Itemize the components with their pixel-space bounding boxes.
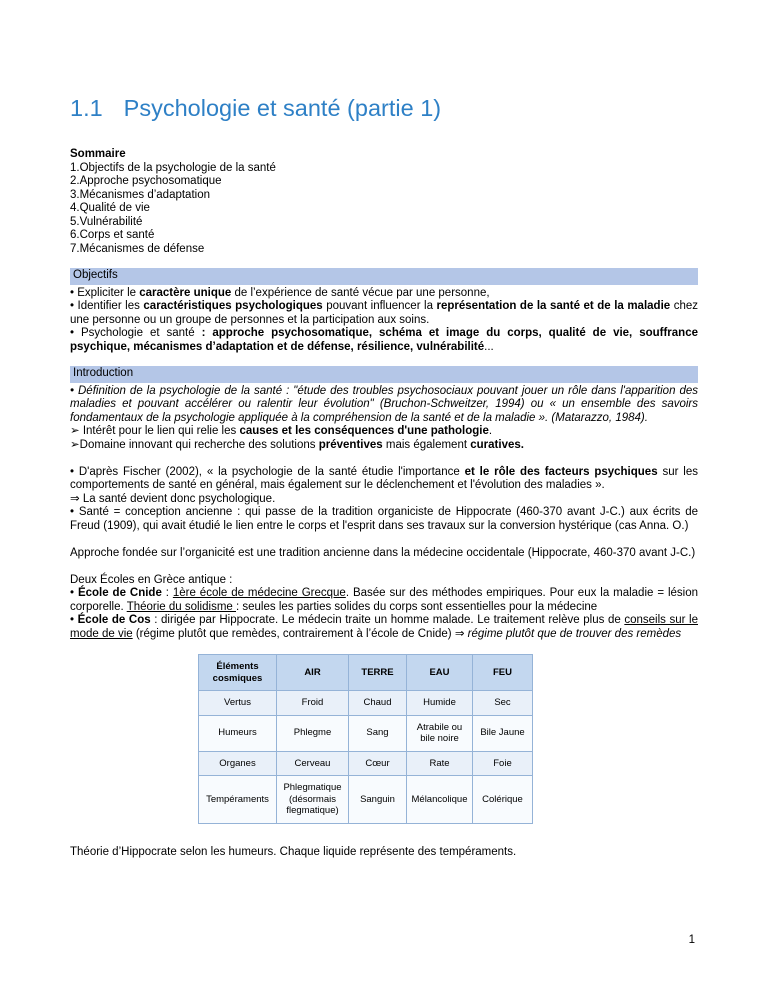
table-cell: Humide	[407, 691, 473, 716]
table-cell: Mélancolique	[407, 776, 473, 824]
humors-table	[198, 654, 533, 824]
table-cell: Phlegme	[277, 715, 349, 751]
text-run: École de Cos	[77, 614, 151, 626]
text-run: sur les comportements de santé en général, mais également sur le déclenchement et l'évolution des maladies ».	[70, 465, 698, 491]
sommaire-list	[70, 162, 698, 257]
text-run: École de Cnide	[77, 587, 162, 599]
objectifs-heading: Objectifs	[70, 268, 698, 285]
text-run: ⇒ La santé devient donc psychologique.	[70, 492, 276, 505]
sommaire-item: 6.Corps et santé	[70, 229, 155, 241]
paragraph	[70, 287, 698, 301]
table-cell: Cerveau	[277, 751, 349, 776]
paragraph	[70, 574, 698, 588]
text-run: Théorie du solidisme	[126, 600, 236, 613]
text-run: • D'après Fischer (2002), « la psychologie de la santé étudie l'importance	[70, 465, 465, 478]
text-run: • Psychologie et santé	[70, 327, 202, 339]
sommaire-section	[70, 148, 698, 256]
text-run: de l’expérience de santé vécue par une personne,	[231, 286, 490, 299]
blank-line	[70, 452, 698, 466]
text-run: Approche fondée sur l’organicité est une tradition ancienne dans la médecine occidentale (Hippocrate, 460-370 avant J-C.)	[70, 546, 696, 559]
table-header-cell: TERRE	[349, 655, 407, 691]
sommaire-item: 7.Mécanismes de défense	[70, 242, 205, 255]
introduction-heading: Introduction	[70, 366, 698, 383]
table-cell: Humeurs	[199, 715, 277, 751]
table-row	[199, 776, 533, 824]
text-run: caractère unique	[139, 286, 232, 299]
table-row	[199, 715, 533, 751]
text-run: et le rôle des facteurs psychiques	[464, 465, 658, 478]
text-run: préventives	[318, 438, 383, 451]
text-run: ➢Domaine innovant qui recherche des solutions	[70, 438, 319, 451]
title-text: Psychologie et santé (partie 1)	[123, 95, 442, 121]
table-cell: Sang	[349, 715, 407, 751]
table-cell: Froid	[277, 691, 349, 716]
text-run: (régime plutôt que remèdes, contrairement à l’école de Cnide) ⇒	[132, 627, 468, 640]
table-cell: Sec	[473, 691, 533, 716]
table-header-cell: AIR	[277, 655, 349, 691]
text-run: causes et les conséquences d'une pathologie	[239, 425, 489, 437]
text-run: conseils sur le mode de vie	[70, 614, 698, 640]
text-run: •	[70, 587, 78, 599]
text-run: • Santé = conception ancienne : qui passe de la tradition organiciste de Hippocrate (460-370 avant J-C.) aux écrits de Freud (1909), qui avait étudié le lien entre le corps et l'esprit dans ses travaux sur la conversion hystérique (cas Anna. O.)	[70, 506, 698, 532]
objectifs-body	[70, 287, 698, 355]
text-run: :	[161, 587, 173, 599]
sommaire-item: 4.Qualité de vie	[70, 202, 150, 214]
table-header-cell: Éléments cosmiques	[199, 655, 277, 691]
text-run: 1ère école de médecine Grecque	[172, 587, 346, 599]
text-run: : dirigée par Hippocrate. Le médecin traite un homme malade. Le traitement relève plus de	[150, 614, 625, 626]
paragraph	[70, 327, 698, 354]
table-cell: Atrabile ou bile noire	[407, 715, 473, 751]
text-run: : seules les parties solides du corps sont essentielles pour la médecine	[236, 600, 598, 613]
introduction-body	[70, 385, 698, 642]
table-header-row	[199, 655, 533, 691]
table-cell: Chaud	[349, 691, 407, 716]
text-run: curatives.	[470, 438, 524, 451]
table-row	[199, 691, 533, 716]
text-run: • Identifier les	[70, 300, 144, 312]
text-run: ...	[484, 340, 494, 353]
table-row	[199, 751, 533, 776]
page-number: 1	[688, 933, 695, 946]
table-cell: Rate	[407, 751, 473, 776]
text-run: : approche psychosomatique, schéma et image du corps, qualité de vie, souffrance psychique, mécanismes d’adaptation et de défense, résilience, vulnérabilité	[70, 327, 698, 353]
text-run: ➢ Intérêt pour le lien qui relie les	[70, 425, 240, 437]
text-run: Deux Écoles en Grèce antique :	[70, 573, 233, 586]
text-run: •	[70, 614, 78, 626]
text-run: mais également	[382, 438, 471, 451]
text-run: . Basée sur des méthodes empiriques. Pour eux la maladie = lésion corporelle.	[70, 587, 698, 613]
paragraph	[70, 425, 698, 439]
title-number: 1.1	[70, 95, 103, 121]
table-cell: Foie	[473, 751, 533, 776]
table-cell: Organes	[199, 751, 277, 776]
text-run: .	[488, 425, 493, 437]
paragraph	[70, 506, 698, 533]
sommaire-item: 3.Mécanismes d’adaptation	[70, 188, 210, 201]
page-title	[70, 94, 698, 122]
sommaire-item: 2.Approche psychosomatique	[70, 175, 222, 187]
sommaire-item: 5.Vulnérabilité	[70, 215, 143, 228]
paragraph	[70, 300, 698, 327]
paragraph	[70, 493, 698, 507]
text-run: • Expliciter le	[70, 286, 140, 299]
blank-line	[70, 560, 698, 574]
text-run: caractéristiques psychologiques	[143, 300, 323, 312]
text-run: régime plutôt que de trouver des remèdes	[467, 627, 682, 640]
humors-table-wrap	[198, 654, 698, 824]
sommaire-item: 1.Objectifs de la psychologie de la santé	[70, 161, 276, 174]
table-cell: Vertus	[199, 691, 277, 716]
sommaire-heading: Sommaire	[70, 148, 126, 160]
paragraph	[70, 385, 698, 426]
table-cell: Cœur	[349, 751, 407, 776]
table-cell: Bile Jaune	[473, 715, 533, 751]
paragraph	[70, 587, 698, 614]
paragraph	[70, 547, 698, 561]
paragraph	[70, 614, 698, 641]
table-cell: Phlegmatique (désormais flegmatique)	[277, 776, 349, 824]
blank-line	[70, 533, 698, 547]
table-header-cell: FEU	[473, 655, 533, 691]
table-caption: Théorie d’Hippocrate selon les humeurs. Chaque liquide représente des tempéraments.	[70, 845, 517, 858]
paragraph	[70, 439, 698, 453]
text-run: pouvant influencer la	[322, 300, 437, 312]
text-run: chez une personne ou un groupe de personnes et la participation aux soins.	[70, 300, 698, 326]
paragraph	[70, 466, 698, 493]
table-cell: Colérique	[473, 776, 533, 824]
table-cell: Sanguin	[349, 776, 407, 824]
text-run: • Définition de la psychologie de la santé : "étude des troubles psychosociaux pouvant jouer un rôle dans l'apparition des maladies et pouvant accélérer ou ralentir leur évolution" (Bruchon-Schweitzer, 1994) ou « un ensemble des savoirs fondamentaux de la psychologie appliquée à la compréhension de la santé et de la maladie ». (Matarazzo, 1984).	[70, 384, 698, 424]
table-header-cell: EAU	[407, 655, 473, 691]
table-cell: Tempéraments	[199, 776, 277, 824]
text-run: représentation de la santé et de la maladie	[436, 300, 671, 312]
